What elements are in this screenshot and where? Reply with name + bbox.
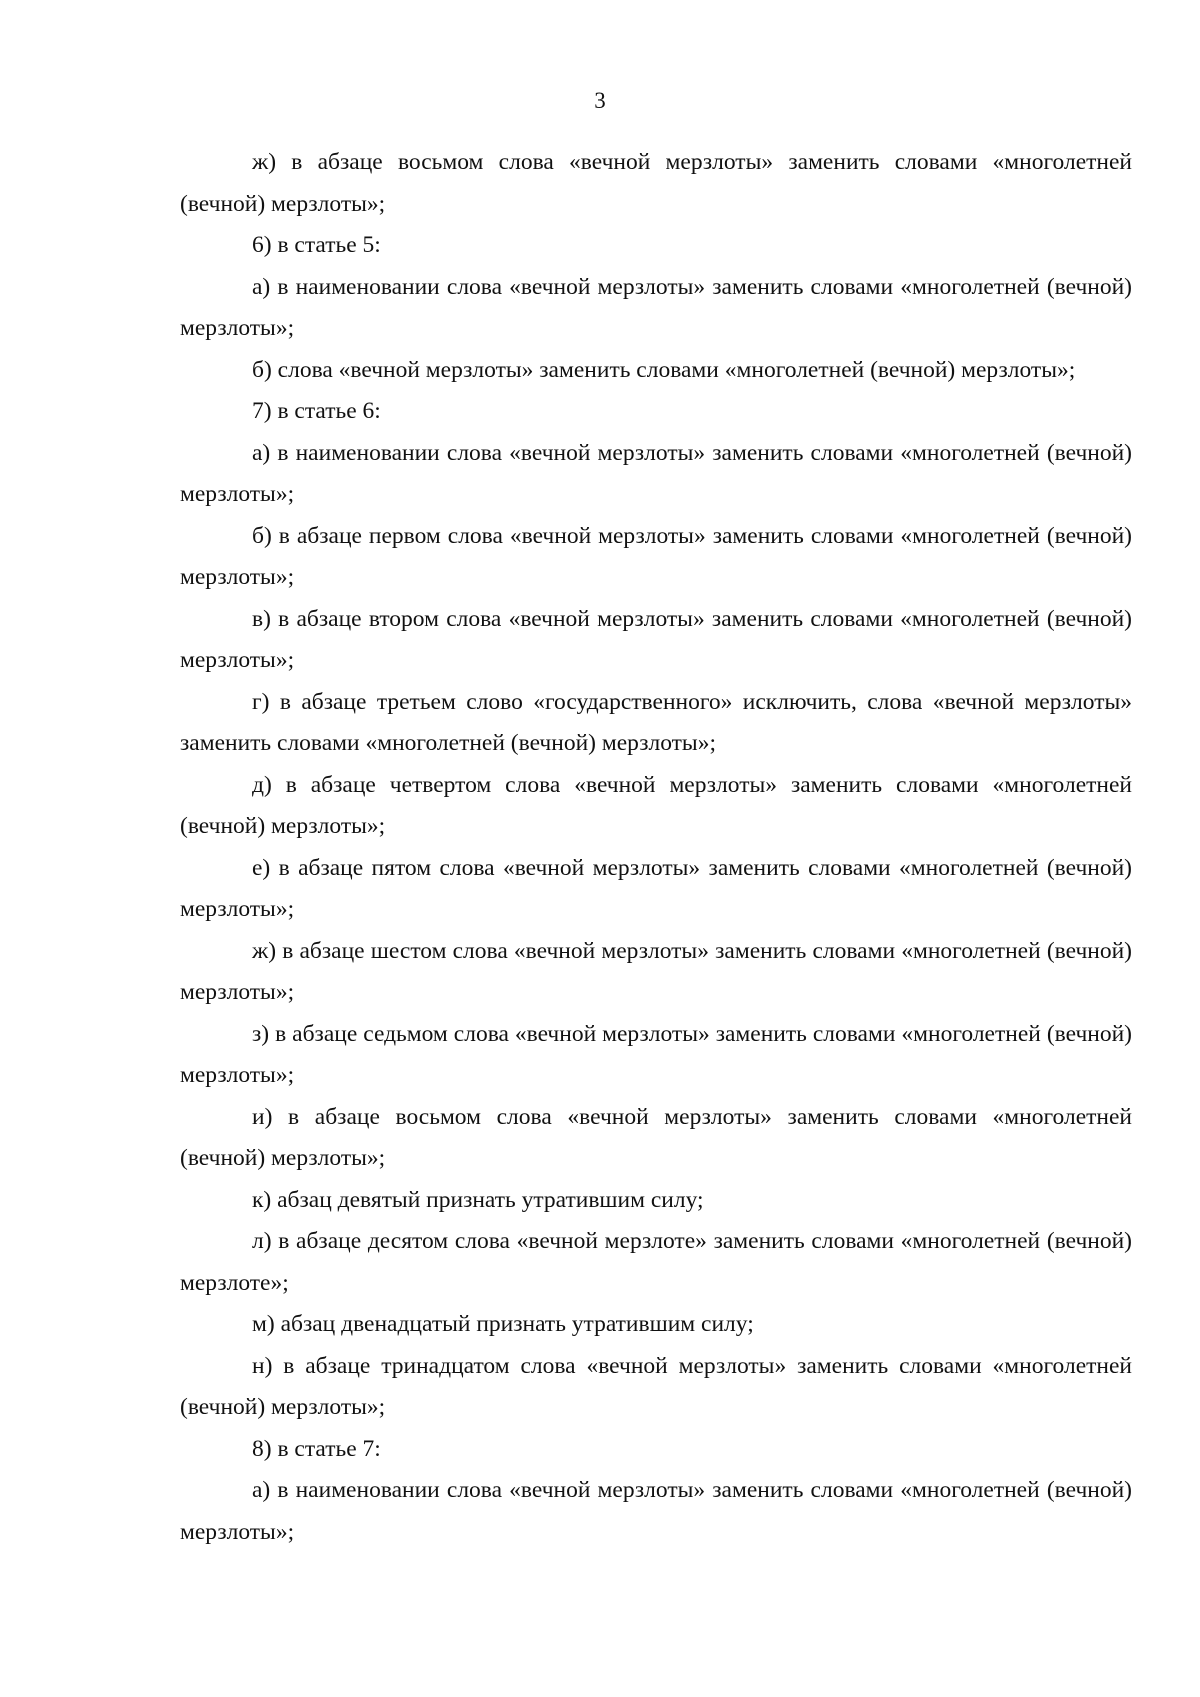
paragraph: н) в абзаце тринадцатом слова «вечной мерзлоты» заменить словами «многолетней (вечной) мерзлоты»; — [180, 1352, 1132, 1420]
paragraph: г) в абзаце третьем слово «государственного» исключить, слова «вечной мерзлоты» заменить словами «многолетней (вечной) мерзлоты»; — [180, 688, 1132, 756]
paragraph: 8) в статье 7: — [252, 1435, 381, 1462]
paragraph: а) в наименовании слова «вечной мерзлоты» заменить словами «многолетней (вечной) мерзлоты»; — [180, 273, 1132, 341]
paragraph: в) в абзаце втором слова «вечной мерзлоты» заменить словами «многолетней (вечной) мерзлоты»; — [180, 605, 1132, 673]
paragraph: д) в абзаце четвертом слова «вечной мерзлоты» заменить словами «многолетней (вечной) мерзлоты»; — [180, 771, 1132, 839]
paragraph: ж) в абзаце шестом слова «вечной мерзлоты» заменить словами «многолетней (вечной) мерзлоты»; — [180, 937, 1132, 1005]
document-body — [180, 142, 1132, 1553]
paragraph: м) абзац двенадцатый признать утратившим силу; — [252, 1311, 754, 1337]
paragraph: з) в абзаце седьмом слова «вечной мерзлоты» заменить словами «многолетней (вечной) мерзлоты»; — [180, 1020, 1132, 1088]
page-number: 3 — [594, 88, 606, 113]
paragraph: 7) в статье 6: — [252, 398, 381, 424]
paragraph: л) в абзаце десятом слова «вечной мерзлоте» заменить словами «многолетней (вечной) мерзлоте»; — [180, 1228, 1132, 1296]
paragraph: б) в абзаце первом слова «вечной мерзлоты» заменить словами «многолетней (вечной) мерзлоты»; — [180, 522, 1132, 590]
paragraph: е) в абзаце пятом слова «вечной мерзлоты» заменить словами «многолетней (вечной) мерзлоты»; — [180, 854, 1132, 922]
paragraph: ж) в абзаце восьмом слова «вечной мерзлоты» заменить словами «многолетней (вечной) мерзлоты»; — [180, 149, 1132, 217]
paragraph: и) в абзаце восьмом слова «вечной мерзлоты» заменить словами «многолетней (вечной) мерзлоты»; — [180, 1103, 1132, 1171]
paragraph: к) абзац девятый признать утратившим силу; — [252, 1186, 704, 1213]
paragraph: а) в наименовании слова «вечной мерзлоты» заменить словами «многолетней (вечной) мерзлоты»; — [180, 439, 1132, 507]
paragraph: а) в наименовании слова «вечной мерзлоты» заменить словами «многолетней (вечной) мерзлоты»; — [180, 1477, 1132, 1545]
paragraph: б) слова «вечной мерзлоты» заменить словами «многолетней (вечной) мерзлоты»; — [252, 356, 1076, 383]
paragraph: 6) в статье 5: — [252, 232, 381, 258]
